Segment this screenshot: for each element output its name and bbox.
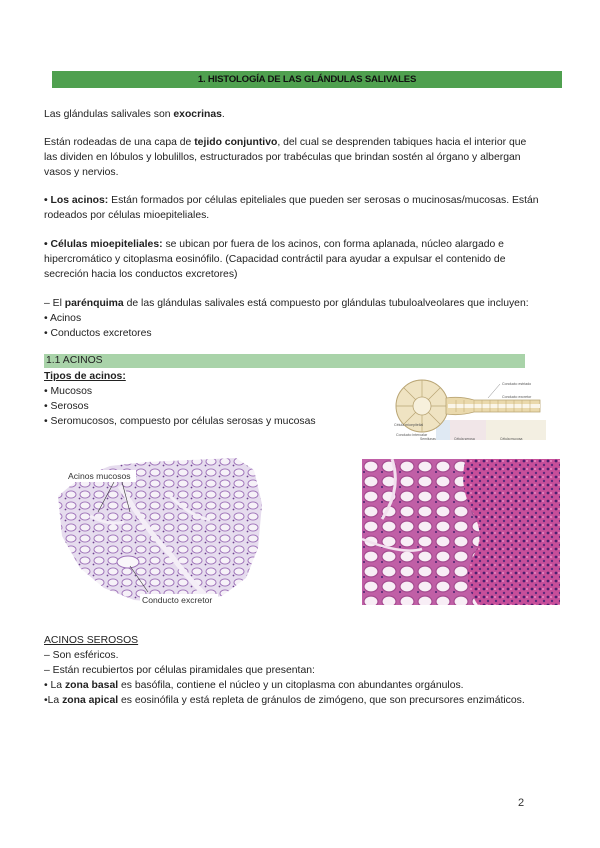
acinos-definition: • Los acinos: Están formados por células epiteliales que pueden ser serosas o mucinosas/mucosas. Están rodeados por células mioepiteliales. (44, 195, 539, 221)
acinus-types (44, 369, 374, 429)
diagram-label-bottom1: Semilunas (420, 437, 436, 441)
he-acini-micrograph (362, 459, 560, 605)
serous-acini-heading: ACINOS SEROSOS (44, 635, 139, 646)
acinus-duct-diagram (390, 376, 546, 442)
diagram-label-mioepi: Célula mioepitelial (394, 423, 424, 427)
connective-tissue-paragraph: Están rodeadas de una capa de tejido conjuntivo, del cual se desprenden tabiques hacia el interior que las dividen en lóbulos y lobulillos, estructurados por trabéculas que brindan sostén al órgano y albergan vasos y nervios. (44, 137, 527, 178)
acinus-types-heading: Tipos de acinos: (44, 371, 126, 382)
parenchyma-paragraph: – El parénquima de las glándulas salivales está compuesto por glándulas tubuloalveolares que incluyen: • Acinos • Conductos excretores (44, 298, 529, 339)
list-item: • Acinos (44, 313, 82, 324)
diagram-label-bottom2: Célula serosa (454, 437, 475, 441)
page-number: 2 (518, 797, 525, 809)
diagram-label-ducto: Conducto intercalar (396, 433, 428, 437)
diagram-label-bottom3: Célula mucosa (500, 437, 523, 441)
section-title: 1. HISTOLOGÍA DE LAS GLÁNDULAS SALIVALES (52, 71, 562, 88)
serous-acini-section: ACINOS SEROSOS – Son esféricos. – Están recubiertos por células piramidales que presentan: • La zona basal es basófila, contiene el núcleo y un citoplasma con abundantes orgánulos. •La zona apical es eosinófila y está repleta de gránulos de zimógeno, que son precursores enzimáticos. (44, 635, 525, 706)
micro-label-acinos: Acinos mucosos (68, 471, 131, 481)
diagram-label-estriado: Conducto estriado (502, 382, 532, 386)
list-item: • Conductos excretores (44, 328, 152, 339)
micro-label-conducto: Conducto excretor (142, 595, 213, 605)
diagram-label-excretor: Conducto excretor (502, 395, 532, 399)
list-item: • Seromucosos, compuesto por células serosas y mucosas (44, 416, 316, 427)
mioepithelial-definition: • Células mioepiteliales: se ubican por fuera de los acinos, con forma aplanada, núcleo alargado e hipercromático y citoplasma eosinófilo. (Capacidad contráctil para ayudar a expulsar el contenido de secreción hacia los conductos excretores) (44, 239, 506, 280)
subsection-title: 1.1 ACINOS (44, 354, 525, 368)
list-item: • Serosos (44, 401, 89, 412)
list-item: • Mucosos (44, 386, 93, 397)
mucous-acini-micrograph (50, 456, 264, 606)
intro-paragraph: Las glándulas salivales son exocrinas. (44, 109, 225, 120)
